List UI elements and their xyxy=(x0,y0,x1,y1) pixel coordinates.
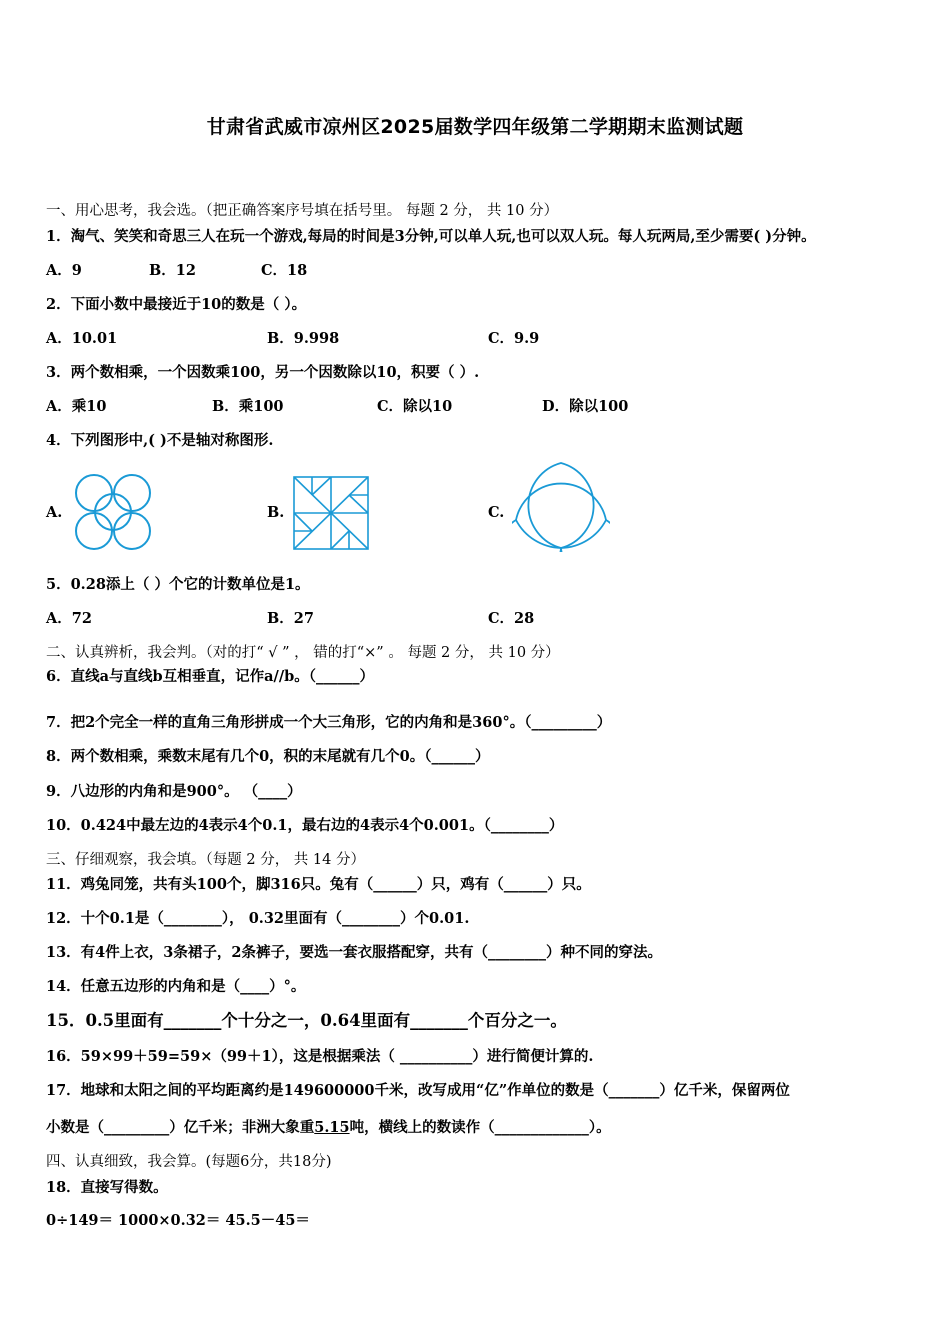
question-11: 11．鸡兔同笼，共有头100个，脚316只。兔有（______）只，鸡有（______）只。 xyxy=(46,876,591,893)
flower-figure xyxy=(70,470,156,554)
question-4: 4．下列图形中,( )不是轴对称图形. xyxy=(46,432,274,449)
q1-option-c[interactable]: C．18 xyxy=(261,262,308,279)
q3-option-c[interactable]: C．除以10 xyxy=(377,398,453,415)
q2-option-a[interactable]: A．10.01 xyxy=(46,330,118,347)
question-7: 7．把2个完全一样的直角三角形拼成一个大三角形，它的内角和是360°。（_________） xyxy=(46,714,612,731)
section-heading-4: 四、认真细致，我会算。(每题6分，共18分) xyxy=(46,1154,332,1170)
section-heading-2: 二、认真辨析，我会判。（对的打“ √ ” ， 错的打“×” 。 每题 2 分， 共 10 分） xyxy=(46,645,560,661)
question-8: 8．两个数相乘，乘数末尾有几个0，积的末尾就有几个0。（______） xyxy=(46,748,490,765)
pinwheel-figure xyxy=(292,475,370,551)
question-14: 14．任意五边形的内角和是（____）°。 xyxy=(46,978,306,995)
q3-option-d[interactable]: D．除以100 xyxy=(542,398,629,415)
q1-option-b[interactable]: B．12 xyxy=(149,262,196,279)
q5-option-c[interactable]: C．28 xyxy=(488,610,535,627)
question-5: 5．0.28添上（ ）个它的计数单位是1。 xyxy=(46,576,310,593)
q5-option-a[interactable]: A．72 xyxy=(46,610,92,627)
question-2: 2．下面小数中最接近于10的数是（ ）。 xyxy=(46,296,307,313)
question-9: 9．八边形的内角和是900°。 （____） xyxy=(46,783,302,800)
question-17-line-1: 17．地球和太阳之间的平均距离约是149600000千米，改写成用“亿”作单位的数是（_______）亿千米，保留两位 xyxy=(46,1082,790,1099)
q5-option-b[interactable]: B．27 xyxy=(267,610,314,627)
question-13: 13．有4件上衣，3条裙子，2条裤子，要选一套衣服搭配穿，共有（________）种不同的穿法。 xyxy=(46,944,662,961)
q17-text-post: 吨，横线上的数读作（_____________）。 xyxy=(349,1119,611,1136)
section-heading-1: 一、用心思考，我会选。（把正确答案序号填在括号里。 每题 2 分， 共 10 分） xyxy=(46,203,559,219)
q3-option-a[interactable]: A．乘10 xyxy=(46,398,107,415)
q17-underlined-number: 5.15 xyxy=(314,1119,350,1136)
q4-option-c[interactable]: C. xyxy=(488,504,505,521)
question-16: 16．59×99＋59=59×（99＋1），这是根据乘法（ __________）进行简便计算的. xyxy=(46,1048,594,1065)
q1-option-a[interactable]: A．9 xyxy=(46,262,82,279)
question-6: 6．直线a与直线b互相垂直，记作a//b。（______） xyxy=(46,668,374,685)
q17-text-pre: 小数是（_________）亿千米；非洲大象重 xyxy=(46,1119,315,1136)
page-title: 甘肃省武威市凉州区2025届数学四年级第二学期期末监测试题 xyxy=(206,116,744,138)
q3-option-b[interactable]: B．乘100 xyxy=(212,398,284,415)
section-heading-3: 三、仔细观察，我会填。（每题 2 分， 共 14 分） xyxy=(46,852,365,868)
triple-arc-figure xyxy=(512,460,610,552)
q2-option-c[interactable]: C．9.9 xyxy=(488,330,540,347)
question-3: 3．两个数相乘，一个因数乘100，另一个因数除以10，积要（ ）. xyxy=(46,364,480,381)
q18-calculation-row: 0÷149＝ 1000×0.32＝ 45.5－45＝ xyxy=(46,1212,310,1229)
q4-option-a[interactable]: A. xyxy=(46,504,63,521)
question-10: 10．0.424中最左边的4表示4个0.1，最右边的4表示4个0.001。（________） xyxy=(46,817,564,834)
question-17-line-2 xyxy=(46,1118,611,1138)
question-18: 18．直接写得数。 xyxy=(46,1179,168,1196)
q2-option-b[interactable]: B．9.998 xyxy=(267,330,340,347)
question-1: 1．淘气、笑笑和奇思三人在玩一个游戏,每局的时间是3分钟,可以单人玩,也可以双人玩。每人玩两局,至少需要( )分钟。 xyxy=(46,228,816,245)
question-15: 15．0.5里面有_______个十分之一，0.64里面有_______个百分之一。 xyxy=(46,1011,567,1030)
q4-option-b[interactable]: B. xyxy=(267,504,285,521)
question-12: 12．十个0.1是（________）， 0.32里面有（________）个0.01. xyxy=(46,910,470,927)
